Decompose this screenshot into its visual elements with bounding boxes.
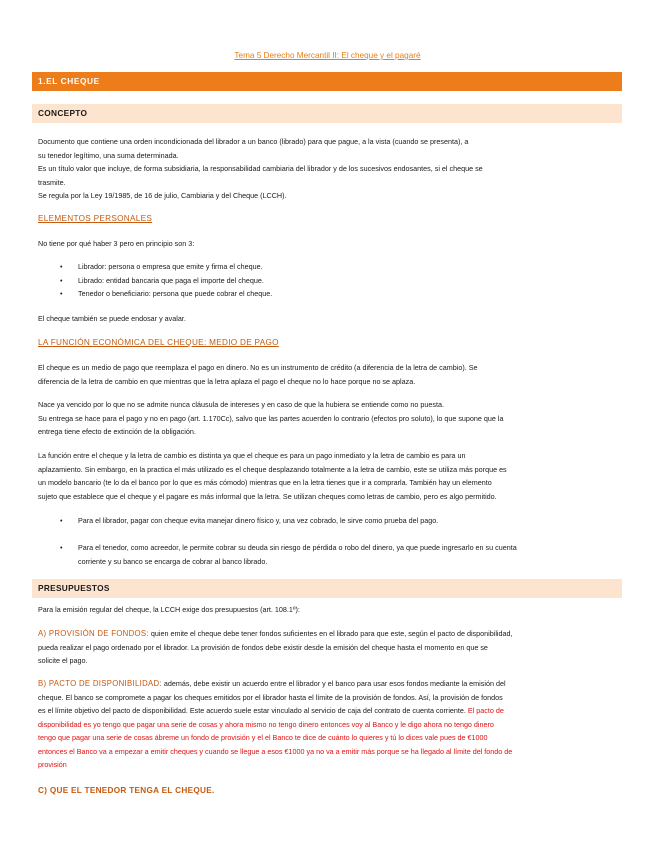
bullet-dot-icon: • <box>60 543 63 552</box>
text-line: Para el librador, pagar con cheque evita manejar dinero físico y, una vez cobrado, le sirve como prueba del pago. <box>78 516 439 525</box>
red-note-line: entonces el Banco va a empezar a emitir cheques y cuando se llegue a esos €1000 ya no va a emitir más porque se ha llegado al límite del fondo de <box>38 746 513 756</box>
text-line: sujeto que establece que el cheque y el pagare es más informal que la letra. Se utilizan cheques como letras de cambio, pero es algo permitido. <box>38 491 497 501</box>
text-line <box>38 677 616 691</box>
red-note-run: El pacto de <box>467 706 504 715</box>
text-line: cheque. El banco se compromete a pagar los cheques emitidos por el librador hasta el límite de la provisión de fondos. Así, la provisión de fondos <box>38 692 503 702</box>
text-line: trasmite. <box>38 177 66 187</box>
text-line: aplazamiento. Sin embargo, en la practica el más utilizado es el cheque desplazando totalmente a la letra de cambio, este se utiliza más porque es <box>38 464 507 474</box>
text-line: un modelo bancario (te lo da el banco por lo que es más cómodo) mientras que en la letra tienes que ir a comprarla. También hay un elemento <box>38 478 492 487</box>
text-line: La función entre el cheque y la letra de cambio es distinta ya que el cheque es para un pago inmediato y la letra de cambio es para un <box>38 451 466 460</box>
text-line: Nace ya vencido por lo que no se admite nunca cláusula de intereses y en caso de que la hubiera se entiende como no puesta. <box>38 400 444 409</box>
label-pacto-disponibilidad: B) PACTO DE DISPONIBILIDAD: <box>38 679 162 688</box>
text-line: corriente y su banco se encarga de cobrar al banco librado. <box>78 556 268 566</box>
text-line: Para el tenedor, como acreedor, le permite cobrar su deuda sin riesgo de pérdida o robo del dinero, ya que puede ingresarlo en su cuenta <box>78 543 517 552</box>
text-run: quien emite el cheque debe tener fondos suficientes en el librado para que este, según el pacto de disponibilidad, <box>148 629 513 638</box>
heading-elementos-personales: ELEMENTOS PERSONALES <box>38 214 153 223</box>
red-note-line: tengo que pagar una serie de cosas ábreme un fondo de provisión y el el Banco te dice de cuánto lo quieres y tú lo dices vale pues de €1000 <box>38 733 488 742</box>
text-line <box>38 627 616 641</box>
text-line: Documento que contiene una orden incondicionada del librador a un banco (librado) para que pague, a la vista (cuando se presenta), a <box>38 137 469 146</box>
elementos-intro: No tiene por qué haber 3 pero en principio son 3: <box>38 239 195 248</box>
bullet-librador <box>60 514 616 528</box>
presupuestos-intro: Para la emisión regular del cheque, la LCCH exige dos presupuestos (art. 108.1º): <box>38 605 300 614</box>
bullet-tenedor <box>60 541 616 568</box>
funcion-paragraph-3 <box>38 449 616 503</box>
section-header-cheque: 1.EL CHEQUE <box>32 72 622 91</box>
bullet-dot-icon: • <box>60 516 63 525</box>
heading-tenedor-cheque: C) QUE EL TENEDOR TENGA EL CHEQUE. <box>38 786 215 795</box>
document-title[interactable]: Tema 5 Derecho Mercantil II: El cheque y el pagaré <box>234 51 421 60</box>
text-run: además, debe existir un acuerdo entre el librador y el banco para usar esos fondos mediante la emisión del <box>161 679 506 688</box>
subsection-presupuestos: PRESUPUESTOS <box>32 579 622 598</box>
text-line: entrega tiene efecto de extinción de la obligación. <box>38 427 196 436</box>
label-provision-fondos: A) PROVISIÓN DE FONDOS: <box>38 629 149 638</box>
red-note-line: provisión <box>38 760 67 769</box>
text-run: es el límite objetivo del pacto de disponibilidad. Este acuerdo suele estar vinculado al servicio de caja del contrato de cuenta corriente. <box>38 706 468 715</box>
list-item: • Tenedor o beneficiario: persona que puede cobrar el cheque. <box>60 287 272 301</box>
text-line: su tenedor legítimo, una suma determinada. <box>38 150 179 160</box>
elementos-list <box>60 260 272 301</box>
text-line: Es un título valor que incluye, de forma subsidiaria, la responsabilidad cambiaria del librador y de los sucesivos endosantes, si el cheque se <box>38 164 483 173</box>
list-item: • Librador: persona o empresa que emite y firma el cheque. <box>60 260 272 274</box>
endoso-text: El cheque también se puede endosar y avalar. <box>38 314 186 323</box>
funcion-paragraph-1 <box>38 361 616 388</box>
text-line <box>38 704 616 718</box>
pacto-disponibilidad-paragraph <box>38 677 616 772</box>
concepto-paragraph <box>38 135 616 203</box>
provision-fondos-paragraph <box>38 627 616 668</box>
text-line: diferencia de la letra de cambio en que mientras que la letra aplaza el pago el cheque no lo hace porque no se aplaza. <box>38 376 416 386</box>
text-line: Se regula por la Ley 19/1985, de 16 de julio, Cambiaria y del Cheque (LCCH). <box>38 191 287 200</box>
funcion-paragraph-2 <box>38 398 616 439</box>
text-line: El cheque es un medio de pago que reemplaza el pago en dinero. No es un instrumento de crédito (a diferencia de la letra de cambio). Se <box>38 363 478 372</box>
text-line: solicite el pago. <box>38 656 88 665</box>
subsection-concepto: CONCEPTO <box>32 104 622 123</box>
red-note-line: disponibilidad es yo tengo que pagar una serie de cosas y ahora mismo no tengo dinero entonces voy al Banco y le digo ahora no tengo dinero <box>38 719 494 729</box>
heading-funcion-economica: LA FUNCIÓN ECONÓMICA DEL CHEQUE: MEDIO DE PAGO <box>38 338 279 347</box>
text-line: pueda realizar el pago ordenado por el librador. La provisión de fondos debe existir desde la emisión del cheque hasta el momento en que se <box>38 642 488 652</box>
list-item: • Librado: entidad bancaria que paga el importe del cheque. <box>60 274 272 288</box>
text-line: Su entrega se hace para el pago y no en pago (art. 1.170Cc), salvo que las partes acuerden lo contrario (efectos pro soluto), lo que supone que la <box>38 413 504 423</box>
